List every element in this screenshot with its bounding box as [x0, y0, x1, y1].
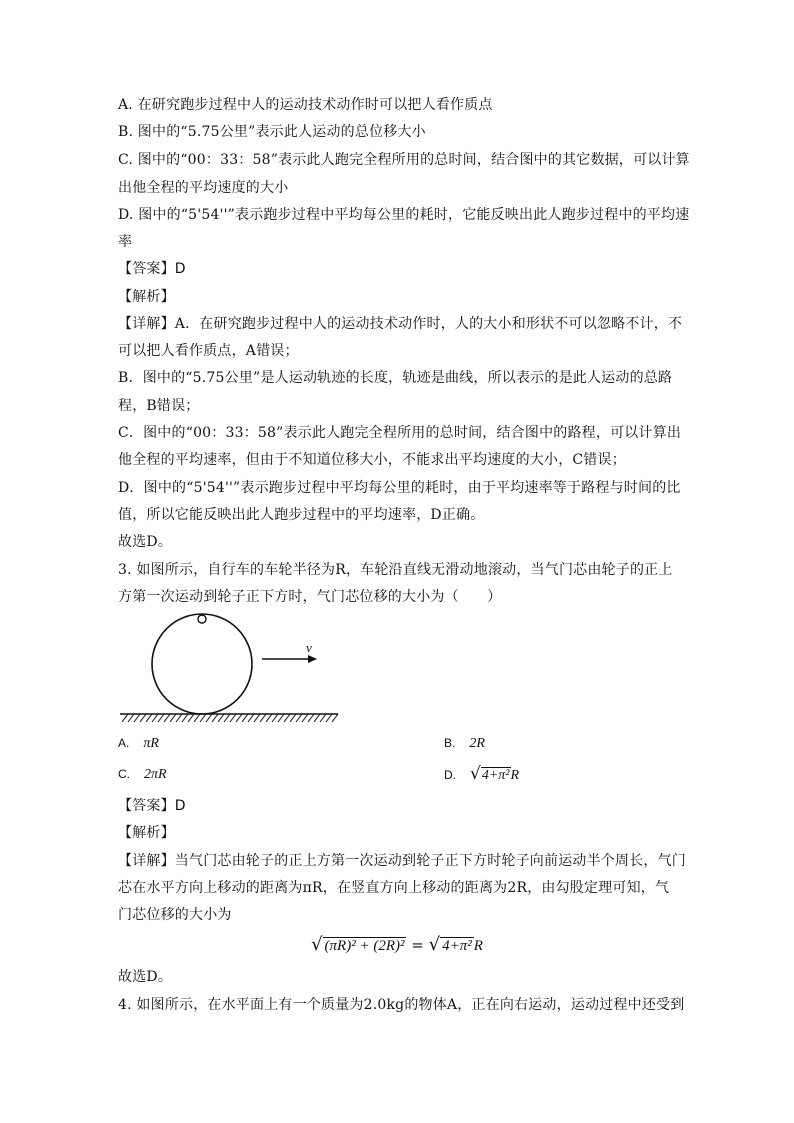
q3-option-d-radicand: 4+π² [481, 768, 510, 783]
q4-stem-line1: 4. 如图所示，在水平面上有一个质量为2.0kg的物体A，正在向右运动，运动过程中还受到 [118, 997, 685, 1013]
q3-conclusion: 故选D。 [118, 969, 173, 985]
q3-option-b [444, 733, 485, 754]
q3-option-a-value: πR [143, 736, 159, 751]
q2-analysis-title: 【解析】 [118, 289, 175, 305]
q3-option-c-value: 2πR [144, 767, 167, 782]
q2-detail-line2: 可以把人看作质点，A错误； [118, 343, 299, 359]
formula-sqrt-right: √ [428, 934, 441, 955]
q2-option-a: A. 在研究跑步过程中人的运动技术动作时可以把人看作质点 [118, 97, 493, 113]
q3-stem-line2: 方第一次运动到轮子正下方时，气门芯位移的大小为（ ） [118, 589, 502, 605]
q3-detail-line3: 门芯位移的大小为 [118, 907, 232, 923]
valve-core [198, 615, 206, 623]
q2-option-b: B. 图中的“5.75公里”表示此人运动的总位移大小 [118, 124, 426, 140]
q3-option-c [118, 764, 167, 785]
q3-option-b-key: B. [444, 736, 456, 750]
q3-option-d-key: D. [444, 768, 456, 782]
formula-left-radicand: (πR)² + (2R)² [324, 938, 405, 954]
q3-option-a [118, 733, 159, 754]
velocity-arrow-head [308, 655, 317, 663]
formula-right-radicand: 4+π² [442, 938, 472, 954]
q3-option-d [444, 764, 519, 786]
q3-option-b-value: 2R [469, 736, 485, 751]
q2-conclusion: 故选D。 [118, 534, 173, 550]
q2-option-d-line1: D. 图中的“5'54''”表示跑步过程中平均每公里的耗时，它能反映出此人跑步过程中的平均速 [118, 207, 690, 223]
q3-option-c-key: C. [118, 767, 130, 781]
formula-tail: R [473, 938, 483, 954]
q2-answer: 【答案】D [118, 261, 186, 277]
q2-detail-line4: 程，B错误； [118, 398, 200, 414]
q3-option-d-tail: R [510, 768, 520, 783]
q3-detail-line1: 【详解】当气门芯由轮子的正上方第一次运动到轮子正下方时轮子向前运动半个周长，气门 [118, 853, 686, 869]
q2-option-c-line2: 出他全程的平均速度的大小 [118, 180, 289, 196]
q2-detail-line5: C．图中的“00：33：58”表示此人跑完全程所用的总时间，结合图中的路程，可以计算出 [118, 425, 682, 441]
q3-option-a-key: A. [118, 736, 130, 750]
q2-detail-line1: 【详解】A．在研究跑步过程中人的运动技术动作时，人的大小和形状不可以忽略不计，不 [118, 316, 683, 332]
q3-stem-line1: 3. 如图所示，自行车的车轮半径为R，车轮沿直线无滑动地滚动，当气门芯由轮子的正上 [118, 562, 673, 578]
q2-detail-line8: 值，所以它能反映出此人跑步过程中的平均速率，D正确。 [118, 507, 485, 523]
formula-sqrt-left: √ [311, 934, 323, 955]
wheel-circle [152, 614, 252, 714]
wheel-figure [116, 608, 346, 728]
q2-option-d-line2: 率 [118, 234, 133, 250]
velocity-label: v [306, 640, 312, 655]
sqrt-symbol: √ [470, 764, 481, 784]
q2-detail-line3: B．图中的“5.75公里”是人运动轨迹的长度，轨迹是曲线，所以表示的是此人运动的总路 [118, 370, 673, 386]
q2-option-c-line1: C. 图中的“00：33：58”表示此人跑完全程所用的总时间，结合图中的其它数据，可以计算 [118, 152, 690, 168]
q2-detail-line7: D．图中的“5'54''”表示跑步过程中平均每公里的耗时，由于平均速率等于路程与时间的比 [118, 480, 681, 496]
q3-detail-line2: 芯在水平方向上移动的距离为πR，在竖直方向上移动的距离为2R，由勾股定理可知，气 [118, 880, 670, 896]
q3-formula [0, 934, 794, 955]
q2-detail-line6: 他全程的平均速率，但由于不知道位移大小，不能求出平均速度的大小，C错误； [118, 452, 626, 468]
q3-analysis-title: 【解析】 [118, 825, 175, 841]
q3-answer: 【答案】D [118, 798, 186, 814]
formula-equals: = [411, 936, 424, 954]
ground-hatch [122, 714, 338, 722]
